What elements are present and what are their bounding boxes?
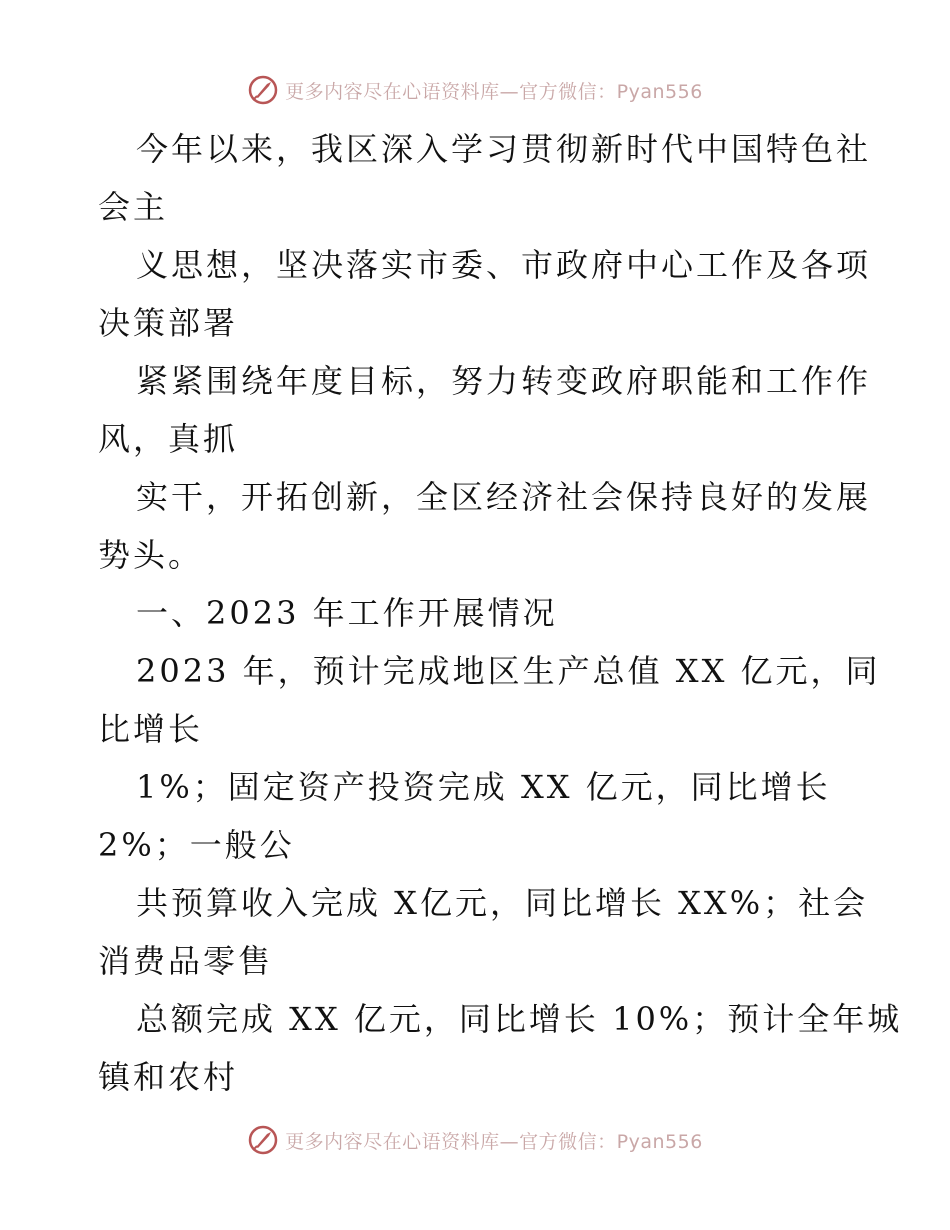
paragraph-line: 1%；固定资产投资完成 XX 亿元，同比增长 [136,768,831,806]
paragraph-continuation: 比增长 [98,710,204,748]
paragraph [98,990,903,1106]
header-watermark [0,72,950,108]
paragraph [98,352,872,468]
paragraph-continuation: 镇和农村 [98,1058,239,1096]
paragraph [98,236,872,352]
quill-logo-icon [247,1124,279,1156]
watermark-text: 更多内容尽在心语资料库—官方微信：Pyan556 [285,80,703,103]
paragraph-continuation: 会主 [98,188,169,226]
paragraph-continuation: 风，真抓 [98,420,239,458]
paragraph-line: 今年以来，我区深入学习贯彻新时代中国特色社 [136,130,872,168]
paragraph-line: 义思想，坚决落实市委、市政府中心工作及各项 [136,246,872,284]
paragraph-line: 共预算收入完成 X亿元，同比增长 XX%；社会 [136,884,869,922]
heading-line: 一、2023 年工作开展情况 [136,594,558,632]
quill-logo-icon [247,74,279,106]
paragraph-line: 实干，开拓创新，全区经济社会保持良好的发展 [136,478,872,516]
paragraph [98,468,872,584]
paragraph [98,874,869,990]
paragraph-continuation: 2%；一般公 [98,826,295,864]
paragraph-line: 总额完成 XX 亿元，同比增长 10%；预计全年城 [136,1000,903,1038]
paragraph [98,758,858,874]
section-heading [98,584,858,642]
paragraph-continuation: 势头。 [98,536,204,574]
watermark-text: 更多内容尽在心语资料库—官方微信：Pyan556 [285,1130,703,1153]
paragraph [98,120,872,236]
paragraph-line: 紧紧围绕年度目标，努力转变政府职能和工作作 [136,362,872,400]
footer-watermark [0,1122,950,1158]
paragraph [98,642,881,758]
paragraph-continuation: 决策部署 [98,304,239,342]
paragraph-line: 2023 年，预计完成地区生产总值 XX 亿元，同 [136,652,881,690]
paragraph-continuation: 消费品零售 [98,942,274,980]
document-body [98,120,903,1106]
